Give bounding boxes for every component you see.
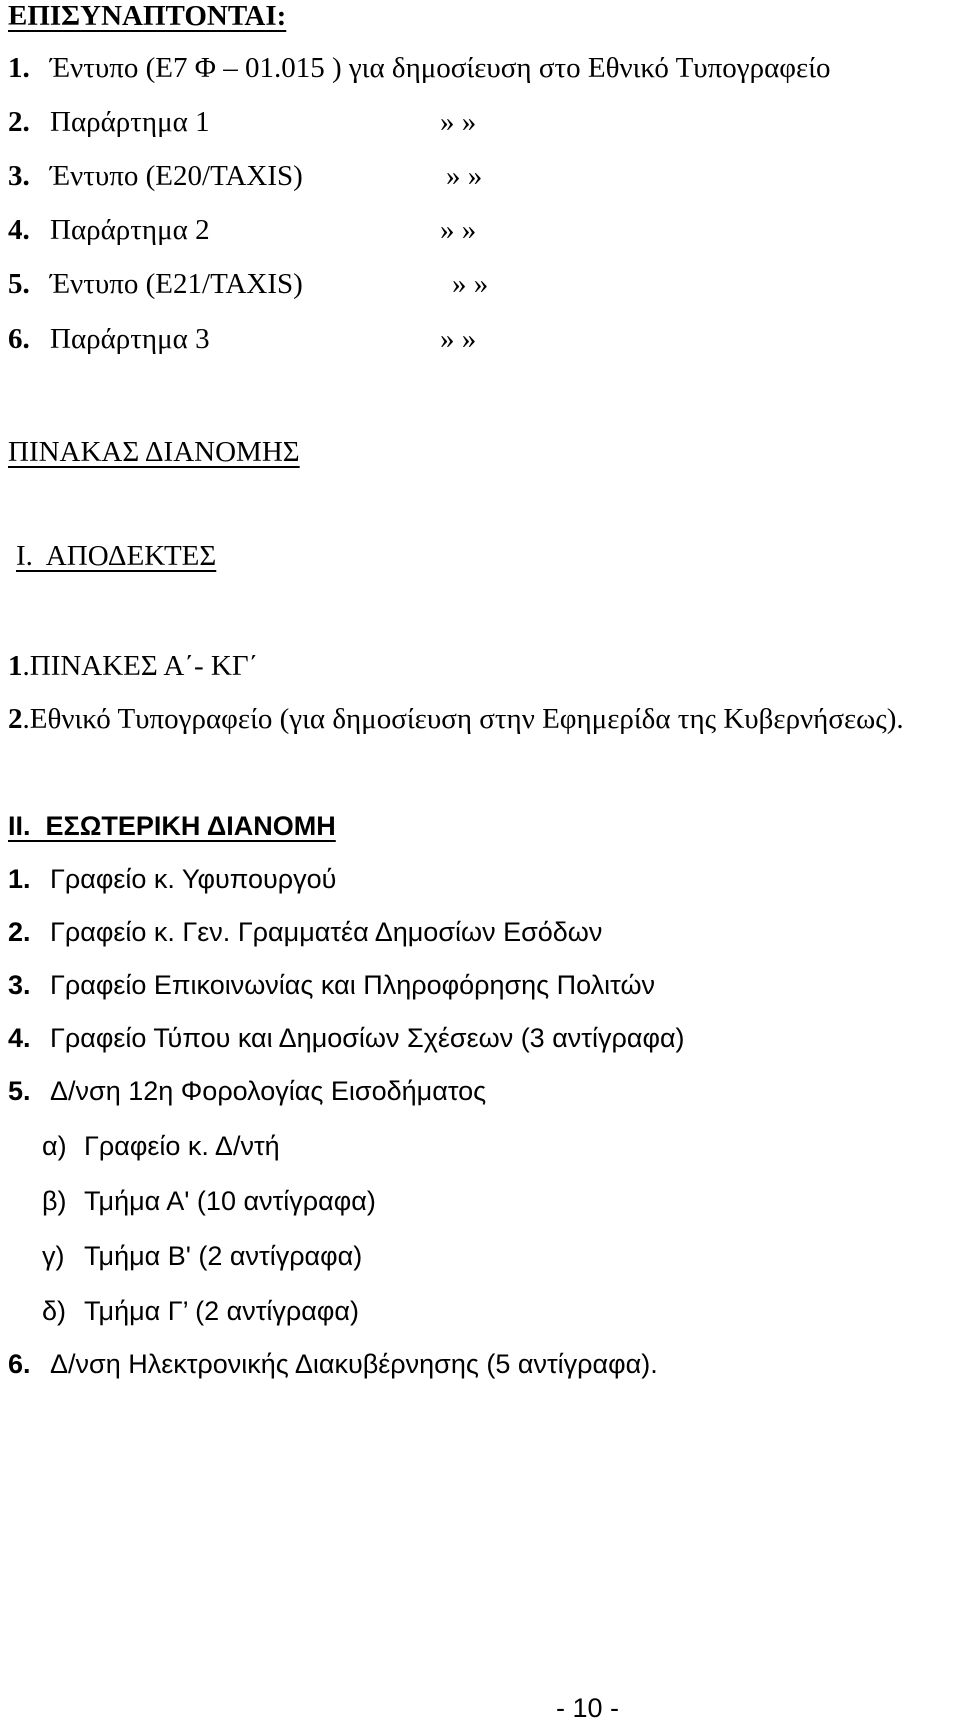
internal-item [8,1025,685,1052]
item-number: 4. [8,214,30,246]
item-text: Γραφείο Επικοινωνίας και Πληροφόρησης Πολιτών [50,970,656,1000]
item-number: 2 [8,703,23,735]
item-text: Έντυπο (Ε21/TAXIS) [50,268,303,300]
internal-sub-item [42,1188,376,1215]
item-text: Έντυπο (Ε7 Φ – 01.015 ) για δημοσίευση στο Εθνικό Τυπογραφείο [50,52,831,84]
internal-sub-item [42,1298,359,1325]
item-number: 6. [8,1349,31,1379]
item-text: Παράρτημα 1 [50,106,210,138]
distribution-table-heading: ΠΙΝΑΚΑΣ ΔΙΑΝΟΜΗΣ [8,436,300,468]
item-text: Γραφείο κ. Γεν. Γραμματέα Δημοσίων Εσόδων [50,917,603,947]
ditto-marks: » » [440,323,477,355]
sub-item-text: Τμήμα Γ’ (2 αντίγραφα) [84,1296,359,1326]
item-text: .ΠΙΝΑΚΕΣ Α΄- ΚΓ΄ [22,650,259,682]
item-number: 4. [8,1023,31,1053]
item-text: Παράρτημα 3 [50,323,210,355]
attachments-heading: ΕΠΙΣΥΝΑΠΤΟΝΤΑΙ: [8,0,287,32]
internal-item [8,972,655,999]
item-number: 1. [8,864,31,894]
ditto-marks: » » [440,214,477,246]
recipient-item [8,705,904,734]
sub-item-text: Γραφείο κ. Δ/ντή [84,1131,280,1161]
internal-item [8,1351,658,1378]
sub-item-label: α) [42,1131,67,1161]
attachment-item [8,162,303,191]
sub-item-text: Τμήμα Β' (2 αντίγραφα) [84,1241,363,1271]
sub-item-label: δ) [42,1296,67,1326]
ditto-marks: » » [452,268,489,300]
item-text: Δ/νση Ηλεκτρονικής Διακυβέρνησης (5 αντίγραφα). [50,1349,658,1379]
item-text: Δ/νση 12η Φορολογίας Εισοδήματος [50,1076,487,1106]
recipient-item [8,652,258,681]
sub-item-label: β) [42,1186,67,1216]
ditto-marks: » » [446,160,483,192]
internal-sub-item [42,1133,280,1160]
sub-item-text: Τμήμα Α' (10 αντίγραφα) [84,1186,376,1216]
ditto-marks: » » [440,106,477,138]
item-number: 3. [8,970,31,1000]
item-number: 2. [8,917,31,947]
attachment-item [8,54,831,83]
item-text: Έντυπο (Ε20/TAXIS) [50,160,303,192]
sub-item-label: γ) [42,1241,65,1271]
item-number: 5. [8,1076,31,1106]
internal-item [8,919,602,946]
item-text: Παράρτημα 2 [50,214,210,246]
internal-item [8,866,336,893]
internal-distribution-heading: ΙΙ. ΕΣΩΤΕΡΙΚΗ ΔΙΑΝΟΜΗ [8,811,336,841]
attachment-item [8,108,210,137]
attachment-item [8,216,210,245]
page-number: - 10 - [556,1693,620,1723]
item-number: 3. [8,160,30,192]
item-number: 6. [8,323,30,355]
attachment-item [8,325,210,354]
recipients-heading: Ι. ΑΠΟΔΕΚΤΕΣ [16,540,217,572]
item-number: 1. [8,52,30,84]
item-number: 5. [8,268,30,300]
item-text: Γραφείο Τύπου και Δημοσίων Σχέσεων (3 αντίγραφα) [50,1023,685,1053]
item-number: 1 [8,650,23,682]
item-text: Γραφείο κ. Υφυπουργού [50,864,337,894]
attachment-item [8,270,303,299]
item-text: .Εθνικό Τυπογραφείο (για δημοσίευση στην Εφημερίδα της Κυβερνήσεως). [22,703,904,735]
internal-item [8,1078,486,1105]
internal-sub-item [42,1243,362,1270]
item-number: 2. [8,106,30,138]
